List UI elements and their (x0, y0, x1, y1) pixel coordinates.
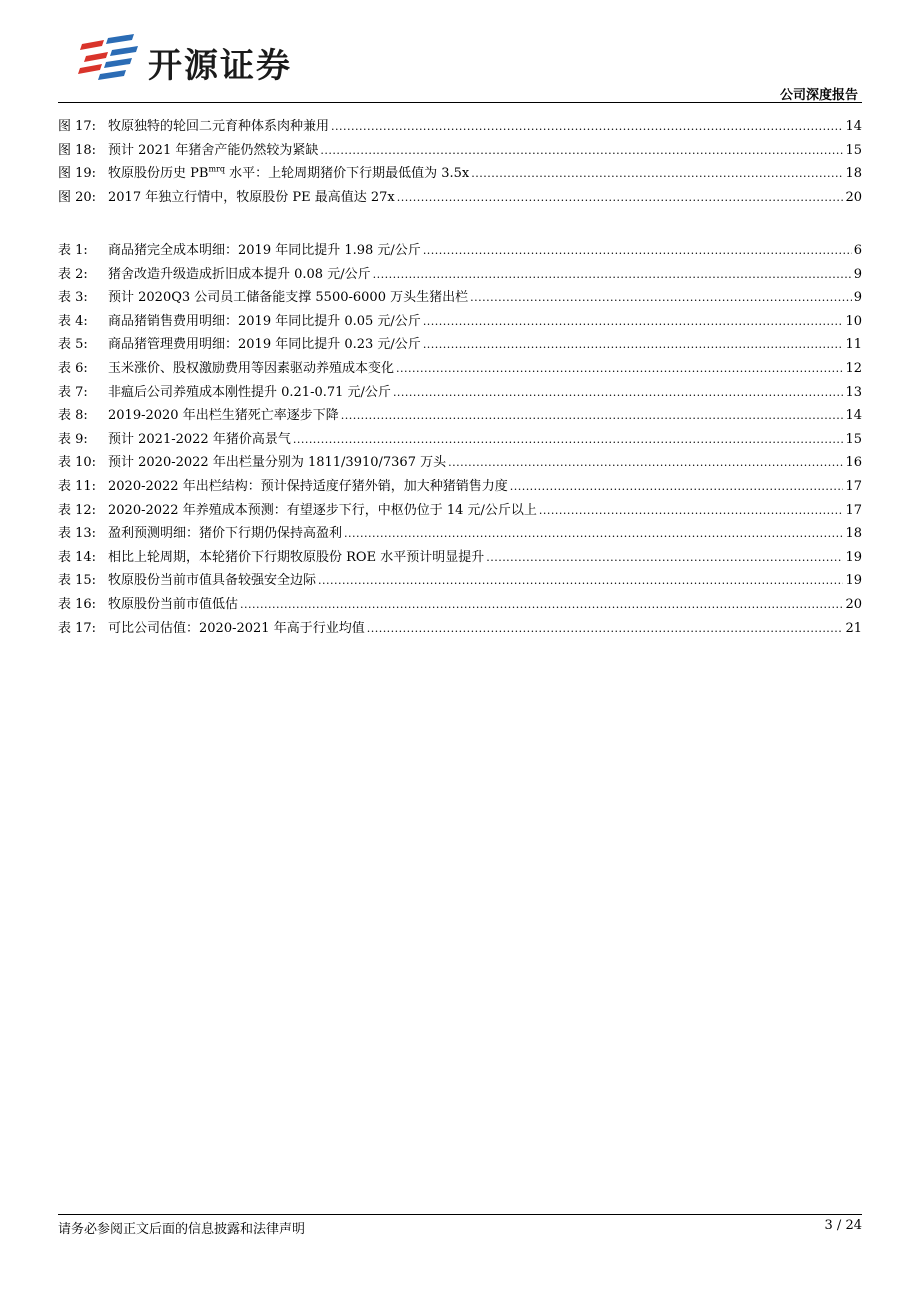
toc-row[interactable] (58, 546, 862, 570)
toc-row[interactable] (58, 263, 862, 287)
toc-leader (320, 143, 843, 158)
toc-row[interactable] (58, 569, 862, 593)
toc-title: 预计 2020-2022 年出栏量分别为 1811/3910/7367 万头 (108, 455, 447, 471)
toc-leader (471, 166, 843, 181)
toc-page: 21 (845, 620, 862, 636)
toc-label: 表 9: (58, 431, 88, 447)
toc-page: 17 (845, 478, 862, 494)
toc-page: 20 (845, 596, 862, 612)
toc-page: 9 (853, 290, 862, 306)
toc-label: 图 19: (58, 166, 97, 182)
toc-row[interactable] (58, 381, 862, 405)
toc-row[interactable] (58, 310, 862, 334)
toc-title: 2020-2022 年出栏结构：预计保持适度仔猪外销，加大种猪销售力度 (108, 478, 508, 494)
table-list (58, 239, 862, 640)
toc-leader (240, 597, 843, 612)
toc-title (108, 162, 469, 181)
toc-row[interactable] (58, 186, 862, 210)
page-header (58, 28, 862, 104)
toc-leader (448, 455, 843, 470)
toc-page: 16 (845, 455, 862, 471)
toc-leader (393, 385, 844, 400)
toc-title: 牧原股份当前市值低估 (108, 596, 239, 612)
toc-leader (331, 119, 843, 134)
toc-title: 牧原股份当前市值具备较强安全边际 (108, 573, 317, 589)
toc-title: 预计 2021-2022 年猪价高景气 (108, 431, 291, 447)
toc-page: 18 (845, 166, 862, 182)
toc-leader (341, 408, 844, 423)
document-type: 公司深度报告 (779, 88, 858, 103)
toc-label: 表 12: (58, 502, 97, 518)
footer-divider (58, 1214, 862, 1215)
toc-page: 19 (845, 549, 862, 565)
toc-leader (373, 267, 852, 282)
toc-leader (423, 243, 852, 258)
toc-title: 2019-2020 年出栏生猪死亡率逐步下降 (108, 408, 339, 424)
toc-page: 17 (845, 502, 862, 518)
toc-title: 非瘟后公司养殖成本刚性提升 0.21-0.71 元/公斤 (108, 384, 391, 400)
toc-title: 猪舍改造升级造成折旧成本提升 0.08 元/公斤 (108, 266, 371, 282)
toc-title: 商品猪管理费用明细：2019 年同比提升 0.23 元/公斤 (108, 337, 421, 353)
toc-page: 20 (845, 189, 862, 205)
toc-label: 表 1: (58, 243, 88, 258)
toc-row[interactable] (58, 475, 862, 499)
toc-page: 14 (845, 119, 862, 134)
toc-label: 表 10: (58, 455, 97, 471)
toc-row[interactable] (58, 239, 862, 263)
toc-title: 商品猪销售费用明细：2019 年同比提升 0.05 元/公斤 (108, 313, 421, 329)
toc-page: 11 (845, 337, 862, 353)
toc-label: 图 17: (58, 119, 97, 134)
toc-title: 预计 2020Q3 公司员工储备能支撑 5500-6000 万头生猪出栏 (108, 290, 469, 306)
toc-row[interactable] (58, 357, 862, 381)
toc-page: 9 (853, 266, 862, 282)
toc-page: 6 (853, 243, 862, 258)
toc-title: 相比上轮周期，本轮猪价下行期牧原股份 ROE 水平预计明显提升 (108, 549, 485, 565)
toc-row[interactable] (58, 286, 862, 310)
toc-row[interactable] (58, 115, 862, 139)
toc-label: 图 18: (58, 142, 97, 158)
header-divider (58, 102, 862, 103)
logo-mark-icon (78, 32, 140, 82)
toc-label: 表 13: (58, 526, 97, 542)
toc-label: 表 5: (58, 337, 88, 353)
toc-label: 表 3: (58, 290, 88, 306)
toc-page: 18 (845, 526, 862, 542)
toc-leader (397, 190, 844, 205)
toc-page: 13 (845, 384, 862, 400)
toc-page: 10 (845, 313, 862, 329)
toc-label: 表 14: (58, 549, 97, 565)
toc-label: 表 4: (58, 313, 88, 329)
toc-leader (293, 432, 844, 447)
toc-leader (423, 314, 844, 329)
toc-leader (510, 479, 844, 494)
toc-label: 表 2: (58, 266, 88, 282)
toc-page: 15 (845, 142, 862, 158)
toc-row[interactable] (58, 451, 862, 475)
toc-label: 表 17: (58, 620, 97, 636)
toc-label: 表 16: (58, 596, 97, 612)
toc-title-superscript: mrq (208, 164, 225, 174)
toc-title: 牧原独特的轮回二元育种体系肉种兼用 (108, 119, 330, 134)
toc-row[interactable] (58, 593, 862, 617)
toc-row[interactable] (58, 499, 862, 523)
toc-row[interactable] (58, 139, 862, 163)
toc-row[interactable] (58, 428, 862, 452)
toc-label: 表 6: (58, 360, 88, 376)
page-number: 3 / 24 (824, 1218, 862, 1233)
company-name: 开源证券 (148, 46, 292, 86)
toc-title: 2017 年独立行情中，牧原股份 PE 最高值达 27x (108, 189, 395, 205)
toc-title: 盈利预测明细：猪价下行期仍保持高盈利 (108, 526, 343, 542)
toc-leader (423, 337, 844, 352)
toc-leader (486, 550, 843, 565)
toc-row[interactable] (58, 333, 862, 357)
toc-leader (318, 573, 843, 588)
toc-row[interactable] (58, 522, 862, 546)
toc-title-rest: 水平：上轮周期猪价下行期最低值为 3.5x (224, 166, 470, 182)
toc-page: 12 (845, 360, 862, 376)
toc-label: 图 20: (58, 189, 97, 205)
toc-title: 2020-2022 年养殖成本预测：有望逐步下行，中枢仍位于 14 元/公斤以上 (108, 502, 537, 518)
toc-label: 表 7: (58, 384, 88, 400)
toc-title: 预计 2021 年猪舍产能仍然较为紧缺 (108, 142, 319, 158)
toc-leader (539, 503, 844, 518)
toc-leader (344, 526, 843, 541)
figure-list (58, 115, 862, 209)
company-logo (78, 32, 358, 86)
toc-row[interactable] (58, 162, 862, 186)
toc-leader (396, 361, 843, 376)
toc-page: 14 (845, 408, 862, 424)
toc-title: 商品猪完全成本明细：2019 年同比提升 1.98 元/公斤 (108, 243, 421, 258)
toc-row[interactable] (58, 404, 862, 428)
toc-leader (367, 621, 844, 636)
toc-page: 19 (845, 573, 862, 589)
toc-title: 可比公司估值：2020-2021 年高于行业均值 (108, 620, 365, 636)
toc-label: 表 11: (58, 478, 97, 494)
toc-label: 表 15: (58, 573, 97, 589)
toc-page: 15 (845, 431, 862, 447)
toc-title: 玉米涨价、股权激励费用等因素驱动养殖成本变化 (108, 360, 395, 376)
toc-row[interactable] (58, 617, 862, 641)
toc-title-main: 牧原股份历史 PB (108, 166, 209, 182)
toc-label: 表 8: (58, 408, 88, 424)
disclaimer-note: 请务必参阅正文后面的信息披露和法律声明 (58, 1222, 306, 1237)
toc-leader (470, 290, 852, 305)
